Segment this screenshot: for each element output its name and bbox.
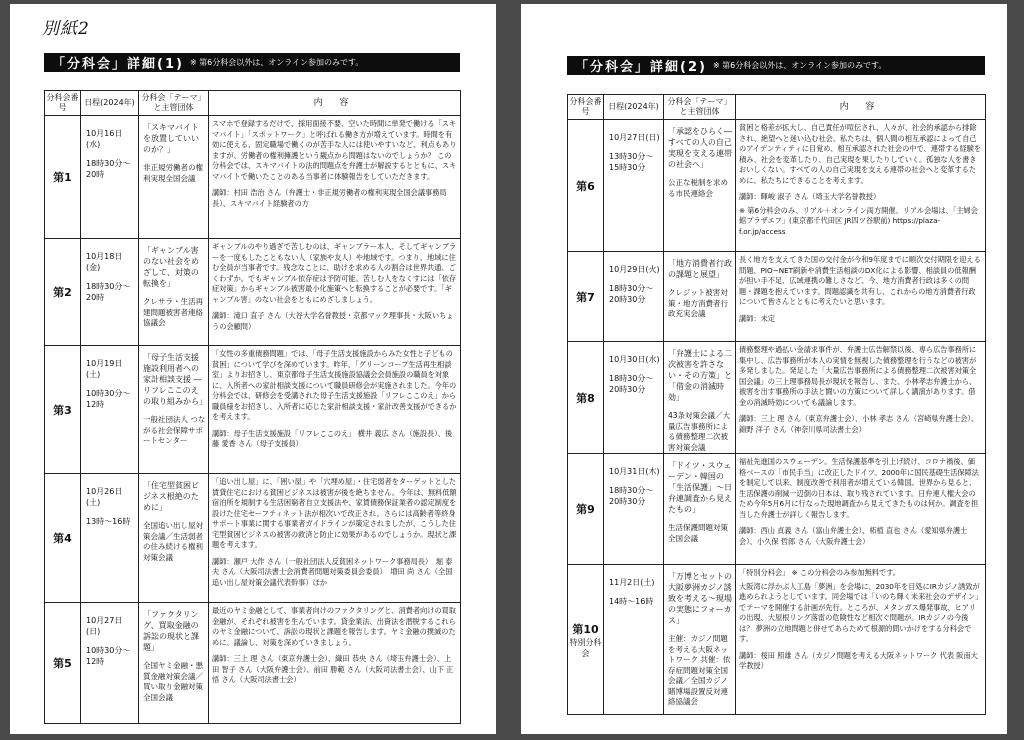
banner-note: ※ 第6分科会以外は、オンライン参加のみです。 bbox=[189, 58, 364, 67]
session-theme bbox=[139, 346, 209, 474]
session-number: 第8 bbox=[568, 342, 604, 454]
session-content bbox=[736, 120, 986, 252]
session-theme bbox=[139, 603, 209, 724]
content-body: ギャンブルのやり過ぎで苦しむのは、ギャンブラー本人、そしてギャンブラーを一度もしたこともない人（家族や友人）や地域です。つまり、地域に住む全員が当事者です。残念なことに、助けを求める人の割合は世界共通、ごくわずか。でもギャンブル依存症は予防可能。苦しむ人をなくすには「依存症対策」からギャンブル被害最小化施策へと転換することが必要です。「ギャンブル害」のない社会をともにめざしましょう。 bbox=[212, 242, 457, 304]
date-text: 11月2日(土) bbox=[609, 578, 655, 587]
theme-text: 「ファクタリング、買取金融の訴訟の現状と課題」 bbox=[143, 610, 199, 652]
speaker-text: 講師：桜田 照雄 さん（カジノ問題を考える大阪ネットワーク 代表 阪南大学教授） bbox=[739, 650, 978, 670]
time-text: 13時〜16時 bbox=[86, 517, 131, 526]
session-theme bbox=[664, 252, 736, 342]
theme-text: 「住宅型貧困ビジネス根絶のために」 bbox=[143, 481, 199, 512]
session-date bbox=[81, 239, 139, 346]
banner-note: ※ 第6分科会以外は、オンライン参加のみです。 bbox=[712, 61, 887, 70]
time-text: 10時30分〜12時 bbox=[86, 646, 131, 666]
header-theme: 分科会「テーマ」と主管団体 bbox=[139, 91, 209, 116]
content-body: 長く地方を支えてきた国の交付金が今和9年度までに順次交付期限を迎える問題、PIO−NET刷新や消費生活相談のDX化による影響、相談員の低報酬が担い手不足、広域連携の難しさなど、今、地方消費者行政は多くの問題・課題を抱えています。問題認識を共有し、これからの地方消費者行政について皆さんとともに考えたいと思います。 bbox=[739, 255, 981, 306]
time-text: 18時30分〜20時 bbox=[86, 282, 131, 302]
speaker-text: 講師：母子生活支援施設「リフレここのえ」 横井 義広 さん（施設長）、後藤 愛香 さん（母子支援員） bbox=[212, 428, 453, 448]
venue-note: ※ 第6分科会のみ、リアル＋オンライン両方開催。リアル会場は、「主婦会館プラザエフ」(東京都千代田区 JR四ツ谷駅前) https://plaza-f.or.jp/access bbox=[739, 205, 978, 236]
session-date bbox=[81, 346, 139, 474]
session-content bbox=[209, 603, 461, 724]
table-row bbox=[45, 474, 461, 603]
content-body: 貧困と格差が拡大し、自己責任が喧伝され、人々が、社会的承認から排除され、絶望へと迷い込む社会。私たちは、個人間の相互承認によって自己のアイデンティティに目覚め、相互承認された社会の中で、連帯する経験を積み、社会を変革したり、自己実現を果したりしていく。孤独な人を書きおいしくない。すべての人の自己実現を支える連帯の社会へと変革するために、私たちにできることを考えます。 bbox=[739, 123, 982, 185]
time-text: 14時〜16時 bbox=[609, 597, 654, 606]
host-text: 主催：カジノ問題を考える大阪ネットワーク 共催：依存症問題対策全国会議／全国カジノ賭博場設置反対連絡協議会 bbox=[668, 634, 731, 706]
speaker-text: 講師：瀬戸 大作 さん（一般社団法人反貧困ネットワーク事務局長） 堀 泰夫 さん（大阪司法書士会消費者問題対策委員会委員） 増田 尚 さん（全国追い出し屋対策会議代表幹事）ほか bbox=[212, 556, 453, 587]
session-number: 第7 bbox=[568, 252, 604, 342]
date-text: 10月19日(土) bbox=[86, 359, 123, 379]
speaker-text: 講師：村田 浩治 さん（弁護士・非正規労働者の権利実現全国会議事務局長）、スキマバイト経験者の方 bbox=[212, 188, 447, 208]
time-text: 18時30分〜20時 bbox=[86, 159, 131, 179]
table-row bbox=[568, 342, 986, 454]
document-page-right bbox=[521, 4, 1007, 734]
session-number: 第3 bbox=[45, 346, 81, 474]
host-text: 全国ヤミ金融・悪質金融対策会議／買い取り金融対策全国会議 bbox=[143, 661, 203, 702]
session-date bbox=[604, 342, 664, 454]
speaker-text: 講師：西山 貞義 さん（富山弁護士会）、柘植 直也 さん（愛知県弁護士会）、小久保 哲郎 さん（大阪弁護士会） bbox=[739, 526, 968, 546]
theme-text: 「ギャンブル害のない社会をめざして、対策の転換を」 bbox=[143, 246, 199, 288]
header-content: 内 容 bbox=[209, 91, 461, 116]
session-theme bbox=[664, 565, 736, 715]
theme-text: 「弁護士による二次被害を許さない・その方策」と「借金の消滅時効」 bbox=[668, 349, 732, 402]
header-date: 日程(2024年) bbox=[604, 95, 664, 120]
session-theme bbox=[139, 239, 209, 346]
table-row bbox=[568, 120, 986, 252]
theme-text: 「地方消費者行政の課題と展望」 bbox=[668, 259, 732, 279]
session-date bbox=[604, 565, 664, 715]
session-theme bbox=[139, 116, 209, 239]
session-date bbox=[604, 120, 664, 252]
host-text: クレジット被害対策・地方消費者行政充実会議 bbox=[668, 288, 728, 318]
table-row bbox=[568, 454, 986, 565]
host-text: 43条対策会議／大量広告事務所による債務整理二次被害対策会議 bbox=[668, 411, 731, 452]
header-date: 日程(2024年) bbox=[81, 91, 139, 116]
host-text: 全国追い出し屋対策会議／生活弱者の住み続ける権利対策会議 bbox=[143, 521, 203, 562]
content-body: 「特別分科会」 ※ この分科会のみ参加無料です。 bbox=[739, 568, 900, 577]
speaker-text: 講師：未定 bbox=[739, 313, 775, 323]
host-text: 生活保護問題対策全国会議 bbox=[668, 523, 728, 543]
table-row bbox=[568, 565, 986, 715]
number-text: 第10 bbox=[572, 622, 599, 636]
date-text: 10月30日(水) bbox=[609, 355, 660, 364]
time-text: 18時30分〜20時30分 bbox=[609, 284, 654, 304]
session-theme bbox=[664, 454, 736, 565]
theme-text: 「万博とセットの大阪夢洲カジノ誘致を考える〜現場の実態にフォーカス」 bbox=[668, 572, 732, 625]
session-number: 第4 bbox=[45, 474, 81, 603]
host-text: 一般社団法人 つながる社会保障サポートセンター bbox=[143, 415, 206, 445]
host-text: 非正規労働者の権利実現全国会議 bbox=[143, 163, 203, 183]
title-banner bbox=[567, 56, 985, 75]
session-content bbox=[736, 454, 986, 565]
session-content bbox=[736, 565, 986, 715]
session-number: 第6 bbox=[568, 120, 604, 252]
session-content bbox=[736, 342, 986, 454]
table-row bbox=[45, 239, 461, 346]
session-date bbox=[604, 454, 664, 565]
theme-text: 「承認をひらく―すべての人の自己実現を支える連帯の社会へ」 bbox=[668, 127, 732, 169]
content-body: 「追い出し屋」に、「囲い屋」や「穴埋め屋」・住宅弱者をターゲットとした賃貸住宅における貧困ビジネスは被害が後を絶ちません。今年は、無料低額宿泊所を規制する生活困窮者自立支援法や、家賃債務保証業者の認定制度を設けた住宅セーフティネット法が相次いで改正され、さらには高齢者等終身サポート事業に関する事業者ガイドラインが策定されましたが、こうした住宅型貧困ビジネスの被害の救済と防止に効果があるのでしょうか。現状と課題を考えます。 bbox=[212, 477, 457, 549]
table-row bbox=[45, 603, 461, 724]
table-row bbox=[45, 116, 461, 239]
session-table bbox=[567, 94, 986, 715]
date-text: 10月31日(木) bbox=[609, 467, 660, 476]
session-content bbox=[209, 239, 461, 346]
session-theme bbox=[664, 120, 736, 252]
header-theme: 分科会「テーマ」と主管団体 bbox=[664, 95, 736, 120]
speaker-text: 講師：暉峻 淑子 さん（埼玉大学名誉教授） bbox=[739, 192, 881, 201]
speaker-text: 講師：三上 理 さん（東京弁護士会）、小林 孝志 さん（宮崎県弁護士会）、錦野 洋子 さん（神奈川県司法書士会） bbox=[739, 414, 979, 434]
speaker-text: 講師：滝口 直子 さん（大谷大学名誉教授・京都マック理事長・大阪いちょうの会顧問） bbox=[212, 311, 454, 331]
session-number: 第9 bbox=[568, 454, 604, 565]
content-body: スマホで登録するだけで、採用面接不要、空いた時間に単発で働ける「スキマバイト」「スポットワーク」と呼ばれる働き方が増えています。時間を有効に使える、固定職場で働くのが苦手な人には使いやすいなど、利点もありますが、労働者の権利擁護という観点から問題はないのでしょうか？ この分科会では、スキマバイトの法的問題点を弁護士が解説するとともに、スキマバイトで働いたことのある当事者に体験報告をしていただきます。 bbox=[212, 119, 457, 181]
content-body: 福祉先進国のスウェーデン。生活保護基準を引上げ続け、コロナ禍後、価格ベースの「市民手当」に改正したドイツ。2000年に国民基礎生活保障法を制定して以来、制度改善で利用者が増えている韓国。世界から見ると、生活保護の削減一辺倒の日本は、取り残されています。日弁連人権大会のため今年5月6月に行なった現地調査から見えてきたものは何か。調査を担当した弁護士が詳しく報告します。 bbox=[739, 457, 979, 519]
header-no: 分科会番号 bbox=[568, 95, 604, 120]
header-content: 内 容 bbox=[736, 95, 986, 120]
session-number: 第2 bbox=[45, 239, 81, 346]
time-text: 18時30分〜20時30分 bbox=[609, 486, 654, 506]
host-text: クレサラ・生活再建問題被害者連絡協議会 bbox=[143, 297, 203, 327]
date-text: 10月29日(火) bbox=[609, 265, 660, 274]
date-text: 10月26日(土) bbox=[86, 487, 123, 507]
time-text: 10時30分〜12時 bbox=[86, 389, 131, 409]
session-theme bbox=[139, 474, 209, 603]
content-body: 最近のヤミ金融として、事業者向けのファクタリングと、消費者向けの買取金融が、それぞれ被害を生んでいます。貸金業法、出資法を潜脱するこれらのヤミ金融について、訴訟の現状と課題を報告します。ヤミ金融の撲滅のために、議論し、対策を深めていきましょう。 bbox=[212, 606, 456, 647]
table-row bbox=[45, 346, 461, 474]
session-date bbox=[81, 116, 139, 239]
handwritten-note: 別紙2 bbox=[42, 19, 90, 39]
session-number bbox=[568, 565, 604, 715]
speaker-text: 講師：三上 理 さん（東京弁護士会）、織田 恭央 さん（埼玉弁護士会）、上田 智子 さん（大阪弁護士会）、前田 勝範 さん（大阪司法書士会）、山下 正悟 さん（大阪司法書士会） bbox=[212, 654, 454, 684]
table-header-row bbox=[45, 91, 461, 116]
date-text: 10月16日(水) bbox=[86, 129, 123, 149]
session-content bbox=[736, 252, 986, 342]
session-content bbox=[209, 474, 461, 603]
banner-title: 「分科会」詳細(2) bbox=[575, 60, 707, 75]
title-banner bbox=[44, 53, 460, 72]
table-header-row bbox=[568, 95, 986, 120]
session-content bbox=[209, 116, 461, 239]
session-number: 第1 bbox=[45, 116, 81, 239]
content-body: 債務整理や過払い金請求事件が、弁護士広告解禁以後、専ら広告事務所に集中し、広告事務所が本人の実情を無視した債務整理を行うなどの被害が多発しました。発足した「大量広告事務所による債務整理二次被害対策全国会議」の三上理事務局長が現状を報告し、また、小林孝志弁護士から、被害を出す事務所の手法と闘いの方策について詳しく講演があります。借金の消滅時効についても議論します。 bbox=[739, 345, 977, 407]
time-text: 13時30分〜15時30分 bbox=[609, 152, 654, 172]
session-date bbox=[81, 603, 139, 724]
theme-text: 「ドイツ・スウェーデン・韓国の「生活保護」〜日弁連調査から見えたもの」 bbox=[668, 461, 732, 514]
document-page-left bbox=[10, 4, 496, 734]
session-theme bbox=[664, 342, 736, 454]
host-text: 公正な税制を求める市民連絡会 bbox=[668, 178, 728, 198]
session-date bbox=[81, 474, 139, 603]
content-body: 「女性の多重債務問題」では、「母子生活支援施設からみた女性と子どもの貧困」について学びを深めています。昨年、「グリーンコープ生活再生相談室」よりお招きし、東京都母子生活支援施設協議会会員施設の職員を対象に、入所者への家計相談支援について職員研修会が実施されました。今年の分科会では、研修会を受講された母子生活支援施設「リフレここのえ」から職員様をお招きし、入所者に応じた家計相談支援・家計改善支援ができるかを考えます。 bbox=[212, 349, 457, 421]
date-text: 10月27日(日) bbox=[609, 133, 660, 142]
banner-title: 「分科会」詳細(1) bbox=[52, 57, 184, 72]
session-number: 第5 bbox=[45, 603, 81, 724]
theme-text: 「スキマバイトを放置していいのか？」 bbox=[143, 123, 199, 154]
special-session-label: 特別分科会 bbox=[569, 637, 602, 658]
theme-text: 「母子生活支援施設利用者への家計相談支援 ― リフレここのえの取り組みから」 bbox=[143, 353, 207, 406]
session-content bbox=[209, 346, 461, 474]
date-text: 10月18日(金) bbox=[86, 252, 123, 272]
content-body-detail: 大阪湾に浮かぶ人工島「夢洲」を会場に、2030年を目処にIRカジノ誘致が進められようとしています。同会場では「いのち輝く未来社会のデザイン」でテーマを開催する計画が先行。ところが、メタンガス爆発事故、ヒアリの出現、大屋根リング落雷の危険性など相次ぐ問題が。IRカジノの今後は？ 夢洲の立地問題と併せてあらためて根源的問いかけをする分科会です。 bbox=[739, 581, 980, 643]
date-text: 10月27日(日) bbox=[86, 616, 123, 636]
session-table bbox=[44, 90, 461, 724]
session-date bbox=[604, 252, 664, 342]
header-no: 分科会番号 bbox=[45, 91, 81, 116]
table-row bbox=[568, 252, 986, 342]
time-text: 18時30分〜20時30分 bbox=[609, 374, 654, 394]
